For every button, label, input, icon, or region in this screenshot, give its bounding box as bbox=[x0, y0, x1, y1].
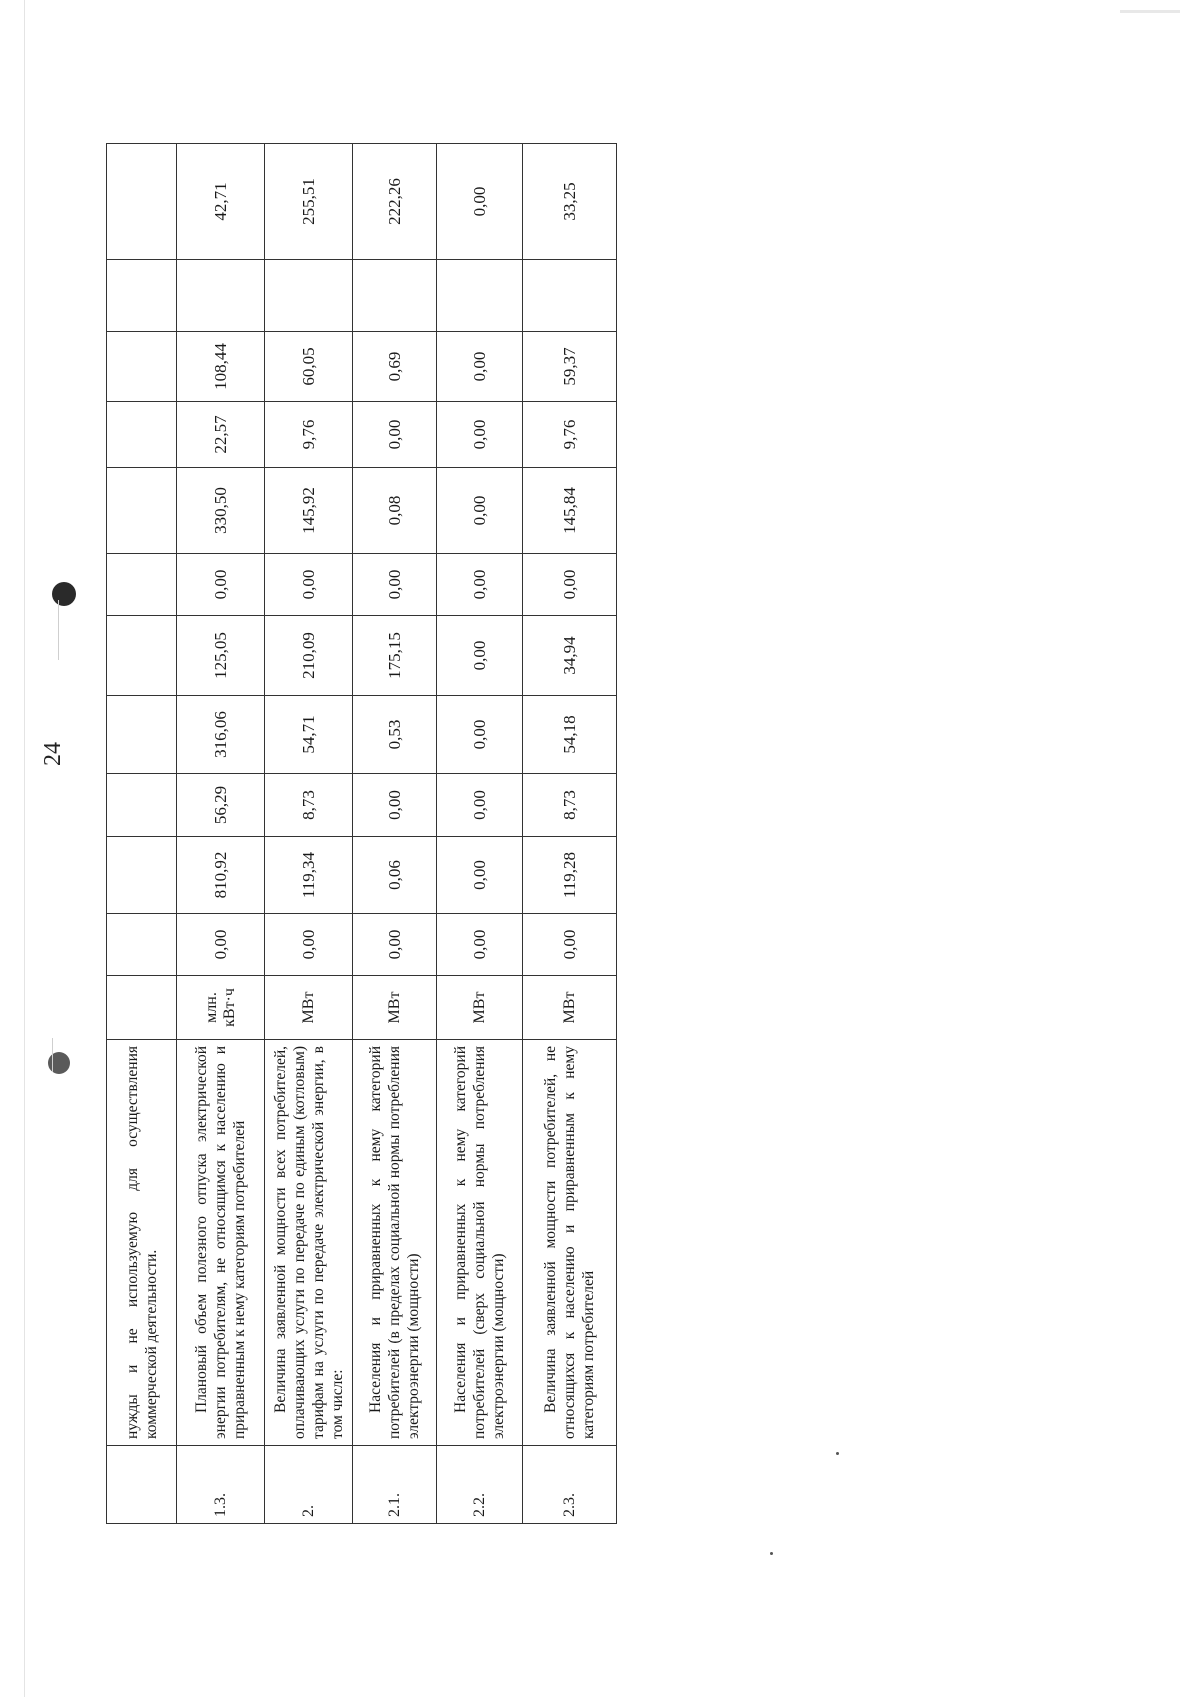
table-cell: 0,00 bbox=[265, 914, 353, 976]
table-cell bbox=[107, 144, 177, 260]
table-cell bbox=[107, 914, 177, 976]
table-row bbox=[265, 144, 353, 1524]
table-cell: 210,09 bbox=[265, 616, 353, 696]
row-number: 2. bbox=[265, 1446, 353, 1524]
table-cell: 222,26 bbox=[353, 144, 437, 260]
table-cell: 9,76 bbox=[523, 402, 617, 468]
table-row bbox=[437, 144, 523, 1524]
table-cell bbox=[107, 260, 177, 332]
table-cell bbox=[523, 260, 617, 332]
rotated-document bbox=[40, 144, 616, 1524]
table-cell: 330,50 bbox=[177, 468, 265, 554]
row-unit: МВт bbox=[523, 976, 617, 1040]
table-cell: 33,25 bbox=[523, 144, 617, 260]
table-cell bbox=[107, 332, 177, 402]
row-description bbox=[265, 1040, 353, 1446]
scan-artifact-line bbox=[52, 1038, 53, 1072]
row-unit bbox=[107, 976, 177, 1040]
table-cell: 175,15 bbox=[353, 616, 437, 696]
table-cell: 0,00 bbox=[353, 774, 437, 837]
table-cell: 0,00 bbox=[353, 402, 437, 468]
table-cell: 0,00 bbox=[523, 554, 617, 616]
table-cell: 0,69 bbox=[353, 332, 437, 402]
row-description bbox=[523, 1040, 617, 1446]
table-cell: 9,76 bbox=[265, 402, 353, 468]
table-cell: 54,18 bbox=[523, 696, 617, 774]
row-number: 2.3. bbox=[523, 1446, 617, 1524]
row-description-text: Величина заявленной мощности всех потребителей, оплачивающих услуги по передаче по единым (котловым) тарифам на услуги по передаче электрической энергии, в том числе: bbox=[271, 1046, 346, 1439]
table-cell: 316,06 bbox=[177, 696, 265, 774]
row-unit: млн. кВт·ч bbox=[177, 976, 265, 1040]
table-cell: 0,00 bbox=[437, 914, 523, 976]
table-cell bbox=[265, 260, 353, 332]
table-cell: 0,00 bbox=[437, 696, 523, 774]
table-cell: 0,00 bbox=[437, 616, 523, 696]
row-description-text: Населения и приравненных к нему категорий потребителей (сверх социальной нормы потребления электроэнергии (мощности) bbox=[452, 1046, 507, 1439]
table-cell: 0,00 bbox=[177, 914, 265, 976]
table-cell: 0,00 bbox=[437, 554, 523, 616]
row-description bbox=[437, 1040, 523, 1446]
table-cell: 0,00 bbox=[177, 554, 265, 616]
table-row bbox=[107, 144, 177, 1524]
table-cell: 145,92 bbox=[265, 468, 353, 554]
table-cell: 108,44 bbox=[177, 332, 265, 402]
table-cell bbox=[177, 260, 265, 332]
table-cell: 0,00 bbox=[437, 774, 523, 837]
tariff-table bbox=[106, 143, 617, 1524]
punch-hole-mark bbox=[52, 582, 76, 606]
row-description: нужды и не используемую для осуществления коммерческой деятельности. bbox=[107, 1040, 177, 1446]
table-cell: 0,00 bbox=[353, 914, 437, 976]
row-unit: МВт bbox=[353, 976, 437, 1040]
scan-corner-mark bbox=[1120, 10, 1180, 13]
table-row bbox=[523, 144, 617, 1524]
table-cell: 0,00 bbox=[437, 332, 523, 402]
table-cell: 8,73 bbox=[265, 774, 353, 837]
table-cell: 0,00 bbox=[265, 554, 353, 616]
page-number: 24 bbox=[40, 742, 66, 766]
table-cell bbox=[107, 837, 177, 914]
table-cell: 60,05 bbox=[265, 332, 353, 402]
table-cell: 145,84 bbox=[523, 468, 617, 554]
row-description bbox=[353, 1040, 437, 1446]
table-cell: 0,06 bbox=[353, 837, 437, 914]
row-description-text: Величина заявленной мощности потребителей, не относящихся к населению и приравненным к нему категориям потребителей bbox=[542, 1046, 597, 1439]
scan-speck bbox=[836, 1452, 839, 1455]
table-row bbox=[177, 144, 265, 1524]
table-cell bbox=[353, 260, 437, 332]
table-cell: 0,53 bbox=[353, 696, 437, 774]
table-cell bbox=[107, 774, 177, 837]
row-unit: МВт bbox=[437, 976, 523, 1040]
table-row bbox=[353, 144, 437, 1524]
row-description bbox=[177, 1040, 265, 1446]
table-cell: 8,73 bbox=[523, 774, 617, 837]
scan-artifact-line bbox=[58, 600, 59, 660]
table-cell: 59,37 bbox=[523, 332, 617, 402]
row-unit: МВт bbox=[265, 976, 353, 1040]
table-cell bbox=[107, 616, 177, 696]
table-cell bbox=[107, 468, 177, 554]
table-cell: 22,57 bbox=[177, 402, 265, 468]
table-cell: 42,71 bbox=[177, 144, 265, 260]
table-cell: 810,92 bbox=[177, 837, 265, 914]
table-cell: 0,08 bbox=[353, 468, 437, 554]
scan-speck bbox=[770, 1552, 773, 1555]
table-cell: 0,00 bbox=[353, 554, 437, 616]
table-cell: 255,51 bbox=[265, 144, 353, 260]
table-cell: 0,00 bbox=[437, 468, 523, 554]
row-number: 2.1. bbox=[353, 1446, 437, 1524]
table-cell: 0,00 bbox=[523, 914, 617, 976]
table-cell bbox=[107, 554, 177, 616]
table-cell bbox=[107, 696, 177, 774]
table-cell: 34,94 bbox=[523, 616, 617, 696]
row-description-text: Плановый объем полезного отпуска электрической энергии потребителям, не относящимся к населению и приравненным к нему категориям потребителей bbox=[193, 1046, 248, 1439]
table-cell: 0,00 bbox=[437, 837, 523, 914]
table-cell: 0,00 bbox=[437, 402, 523, 468]
scan-edge-line bbox=[24, 0, 25, 1697]
table-cell: 119,28 bbox=[523, 837, 617, 914]
row-number bbox=[107, 1446, 177, 1524]
table-cell: 0,00 bbox=[437, 144, 523, 260]
row-number: 2.2. bbox=[437, 1446, 523, 1524]
table-cell bbox=[107, 402, 177, 468]
row-number: 1.3. bbox=[177, 1446, 265, 1524]
row-description-text: Населения и приравненных к нему категорий потребителей (в пределах социальной нормы потребления электроэнергии (мощности) bbox=[367, 1046, 422, 1439]
table-cell: 119,34 bbox=[265, 837, 353, 914]
table-cell: 125,05 bbox=[177, 616, 265, 696]
table-cell: 56,29 bbox=[177, 774, 265, 837]
table-cell bbox=[437, 260, 523, 332]
table-cell: 54,71 bbox=[265, 696, 353, 774]
